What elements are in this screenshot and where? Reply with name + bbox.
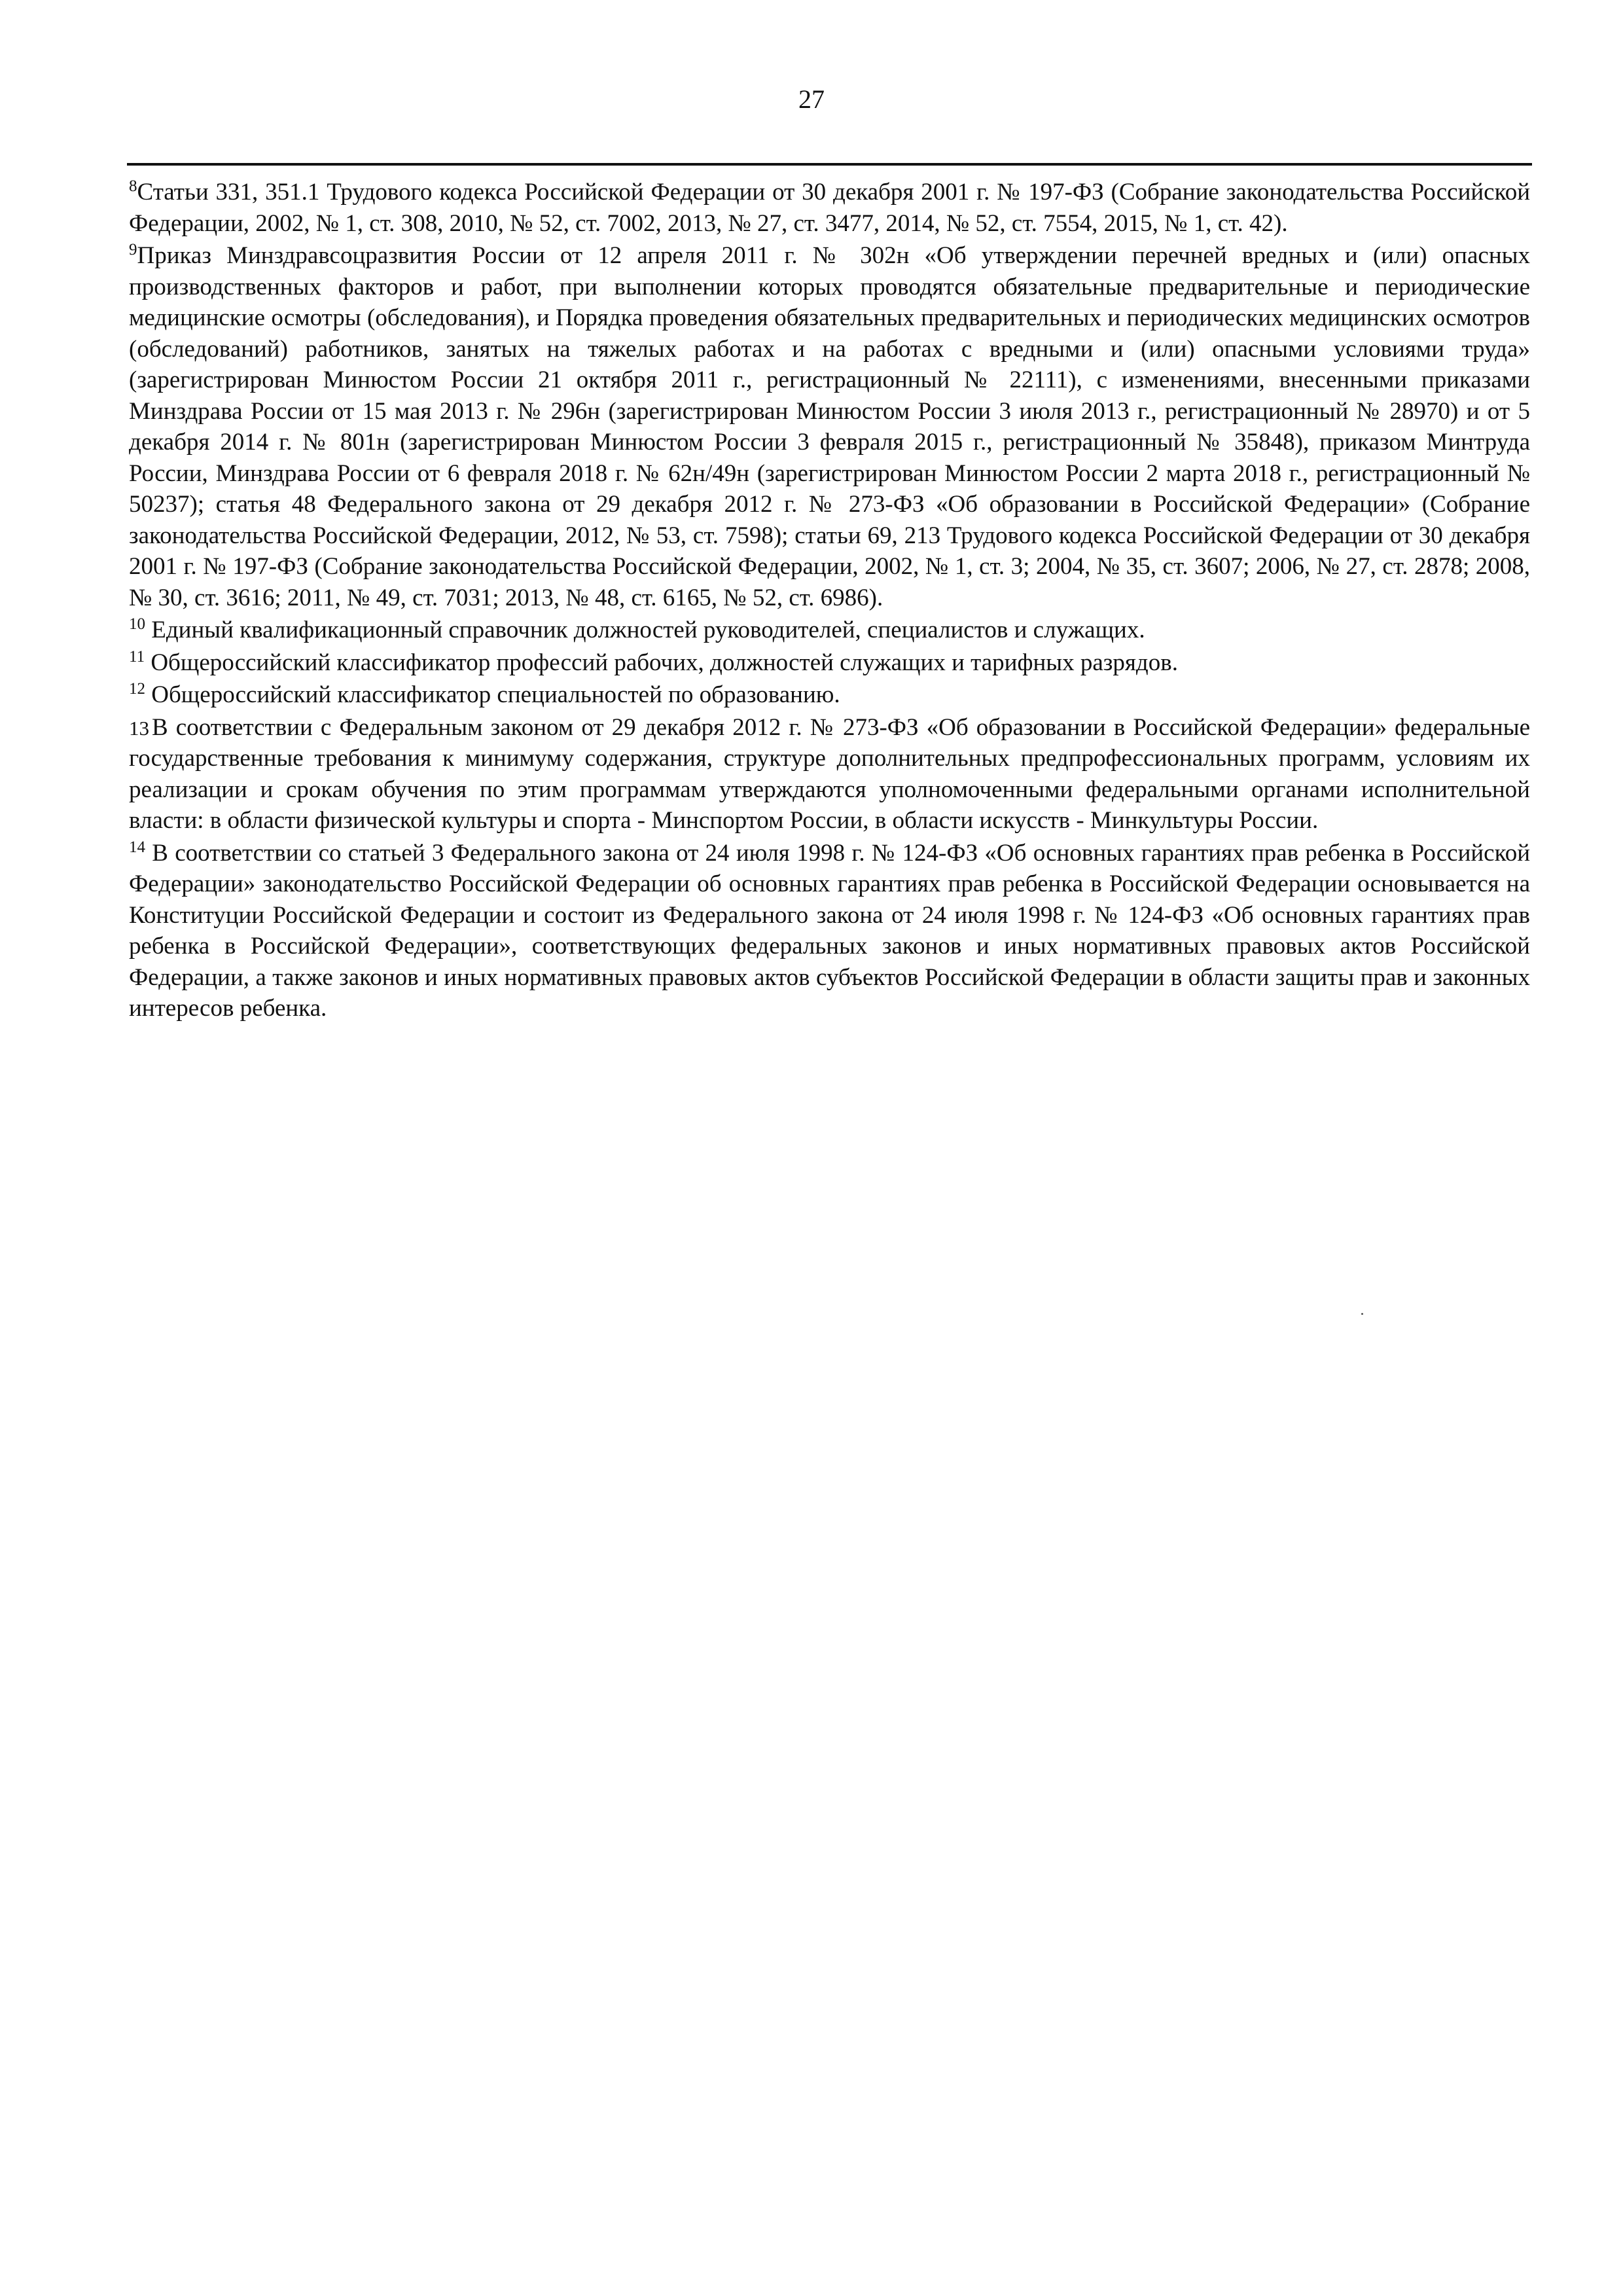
footnote-lead-space (145, 840, 152, 867)
footnote-mark: 10 (129, 615, 145, 633)
footnote-lead-space (145, 681, 151, 708)
footnotes-section (129, 177, 1530, 1026)
footnote-text: В соответствии со статьей 3 Федерального закона от 24 июля 1998 г. № 124-ФЗ «Об основных гарантиях прав ребенка в Российской Федерации» законодательство Российской Федерации об основных гарантиях прав ребенка в Российской Федерации основывается на Конституции Российской Федерации и состоит из Федерального закона от 24 июля 1998 г. № 124-ФЗ «Об основных гарантиях прав ребенка в Российской Федерации», соответствующих федеральных законов и иных нормативных правовых актов Российской Федерации, а также законов и иных нормативных правовых актов субъектов Российской Федерации в области защиты прав и законных интересов ребенка. (129, 839, 1531, 1022)
footnote-text: Общероссийский классификатор специальностей по образованию. (151, 681, 840, 708)
footnote-mark: 12 (129, 680, 145, 698)
footnote-10 (129, 615, 1530, 646)
footnote-12 (129, 679, 1530, 711)
footnote-separator-rule (127, 163, 1532, 166)
footnote-8 (129, 177, 1530, 239)
footnote-text: В соответствии с Федеральным законом от 29 декабря 2012 г. № 273-ФЗ «Об образовании в Российской Федерации» федеральные государственные требования к минимуму содержания, структуре дополнительных предпрофессиональных программ, условиям их реализации и срокам обучения по этим программам утверждаются уполномоченными федеральными органами исполнительной власти: в области физической культуры и спорта - Минспортом России, в области искусств - Минкультуры России. (129, 713, 1530, 834)
footnote-lead-space (145, 649, 151, 676)
footnote-11 (129, 647, 1530, 679)
footnote-mark: 14 (129, 838, 145, 856)
footnote-9 (129, 240, 1530, 613)
footnote-mark: 11 (129, 647, 145, 666)
footnote-text: Статьи 331, 351.1 Трудового кодекса Российской Федерации от 30 декабря 2001 г. № 197-ФЗ (Собрание законодательства Российской Федерации, 2002, № 1, ст. 308, 2010, № 52, ст. 7002, 2013, № 27, ст. 3477, 2014, № 52, ст. 7554, 2015, № 1, ст. 42). (129, 179, 1530, 237)
footnote-text: Общероссийский классификатор профессий рабочих, должностей служащих и тарифных разрядов. (151, 649, 1178, 676)
footnote-text: Единый квалификационный справочник должностей руководителей, специалистов и служащих. (151, 617, 1145, 643)
footnote-mark: 8 (129, 177, 137, 195)
footnote-text: Приказ Минздравсоцразвития России от 12 апреля 2011 г. № 302н «Об утверждении перечней вредных и (или) опасных производственных факторов и работ, при выполнении которых проводятся обязательные предварительные и периодические медицинские осмотры (обследования), и Порядка проведения обязательных предварительных и периодических медицинских осмотров (обследований) работников, занятых на тяжелых работах и на работах с вредными и (или) опасными условиями труда» (зарегистрирован Минюстом России 21 октября 2011 г., регистрационный № 22111), с изменениями, внесенными приказами Минздрава России от 15 мая 2013 г. № 296н (зарегистрирован Минюстом России 3 июля 2013 г., регистрационный № 28970) и от 5 декабря 2014 г. № 801н (зарегистрирован Минюстом России 3 февраля 2015 г., регистрационный № 35848), приказом Минтруда России, Минздрава России от 6 февраля 2018 г. № 62н/49н (зарегистрирован Минюстом России 2 марта 2018 г., регистрационный № 50237); статья 48 Федерального закона от 29 декабря 2012 г. № 273-ФЗ «Об образовании в Российской Федерации» (Собрание законодательства Российской Федерации, 2012, № 53, ст. 7598); статьи 69, 213 Трудового кодекса Российской Федерации от 30 декабря 2001 г. № 197-ФЗ (Собрание законодательства Российской Федерации, 2002, № 1, ст. 3; 2004, № 35, ст. 3607; 2006, № 27, ст. 2878; 2008, № 30, ст. 3616; 2011, № 49, ст. 7031; 2013, № 48, ст. 6165, № 52, ст. 6986). (129, 242, 1530, 611)
scan-speck (1361, 1313, 1363, 1315)
footnote-13 (129, 712, 1530, 836)
footnote-14 (129, 838, 1530, 1024)
footnote-lead-space (145, 617, 151, 643)
page-number: 27 (798, 84, 825, 114)
footnote-mark: 9 (129, 241, 137, 259)
footnote-mark: 13 (129, 716, 149, 740)
